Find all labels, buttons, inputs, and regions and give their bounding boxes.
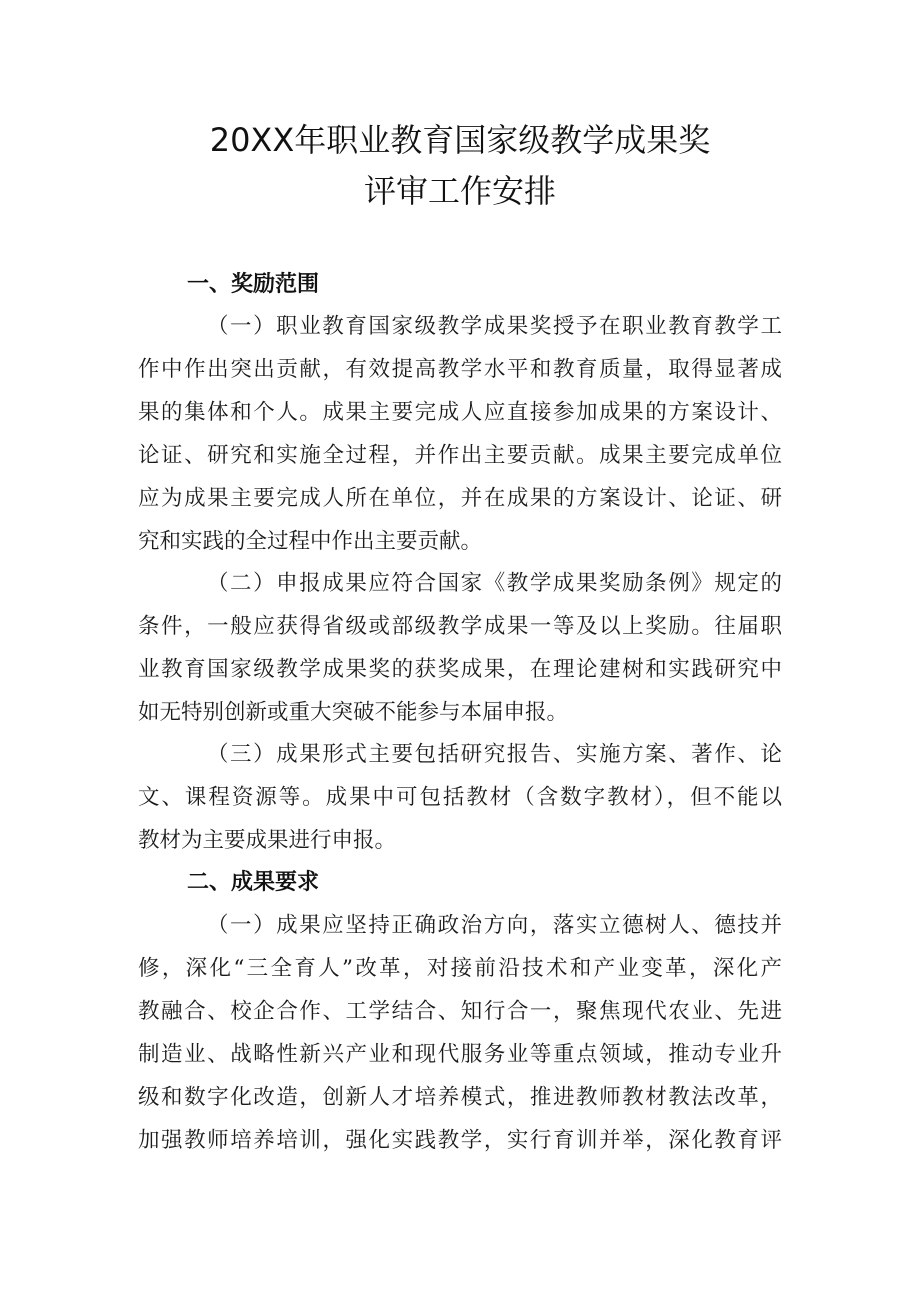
- paragraph-line: 应为成果主要完成人所在单位，并在成果的方案设计、论证、研: [138, 486, 782, 511]
- document-title-line-2: 评审工作安排: [363, 172, 556, 210]
- paragraph-line: 文、课程资源等。成果中可包括教材（含数字教材），但不能以: [138, 785, 782, 810]
- paragraph-line: （三）成果形式主要包括研究报告、实施方案、著作、论: [207, 742, 782, 767]
- paragraph-line: 条件，一般应获得省级或部级教学成果一等及以上奖励。往届职: [138, 614, 782, 639]
- paragraph-line: 作中作出突出贡献，有效提高教学水平和教育质量，取得显著成: [138, 357, 782, 382]
- paragraph-line: 教融合、校企合作、工学结合、知行合一，聚焦现代农业、先进: [138, 999, 782, 1024]
- paragraph-line: 果的集体和个人。成果主要完成人应直接参加成果的方案设计、: [138, 400, 782, 425]
- paragraph-line: （二）申报成果应符合国家《教学成果奖励条例》规定的: [207, 571, 782, 596]
- paragraph-line: 修，深化“三全育人”改革，对接前沿技术和产业变革，深化产: [138, 956, 782, 981]
- paragraph-line: 教材为主要成果进行申报。: [138, 828, 397, 853]
- section-2-heading: 二、成果要求: [187, 870, 320, 895]
- paragraph-line: 究和实践的全过程中作出主要贡献。: [138, 529, 483, 554]
- paragraph-line: 如无特别创新或重大突破不能参与本届申报。: [138, 700, 569, 725]
- paragraph-line: （一）职业教育国家级教学成果奖授予在职业教育教学工: [207, 314, 782, 339]
- document-title-line-1: 20XX年职业教育国家级教学成果奖: [209, 121, 711, 159]
- paragraph-line: 业教育国家级教学成果奖的获奖成果，在理论建树和实践研究中: [138, 657, 782, 682]
- paragraph-line: 级和数字化改造，创新人才培养模式，推进教师教材教法改革，: [138, 1085, 782, 1110]
- paragraph-line: （一）成果应坚持正确政治方向，落实立德树人、德技并: [207, 913, 782, 938]
- paragraph-line: 论证、研究和实施全过程，并作出主要贡献。成果主要完成单位: [138, 443, 782, 468]
- section-1-heading: 一、奖励范围: [187, 272, 320, 297]
- paragraph-line: 加强教师培养培训，强化实践教学，实行育训并举，深化教育评: [138, 1128, 782, 1153]
- paragraph-line: 制造业、战略性新兴产业和现代服务业等重点领域，推动专业升: [138, 1042, 782, 1067]
